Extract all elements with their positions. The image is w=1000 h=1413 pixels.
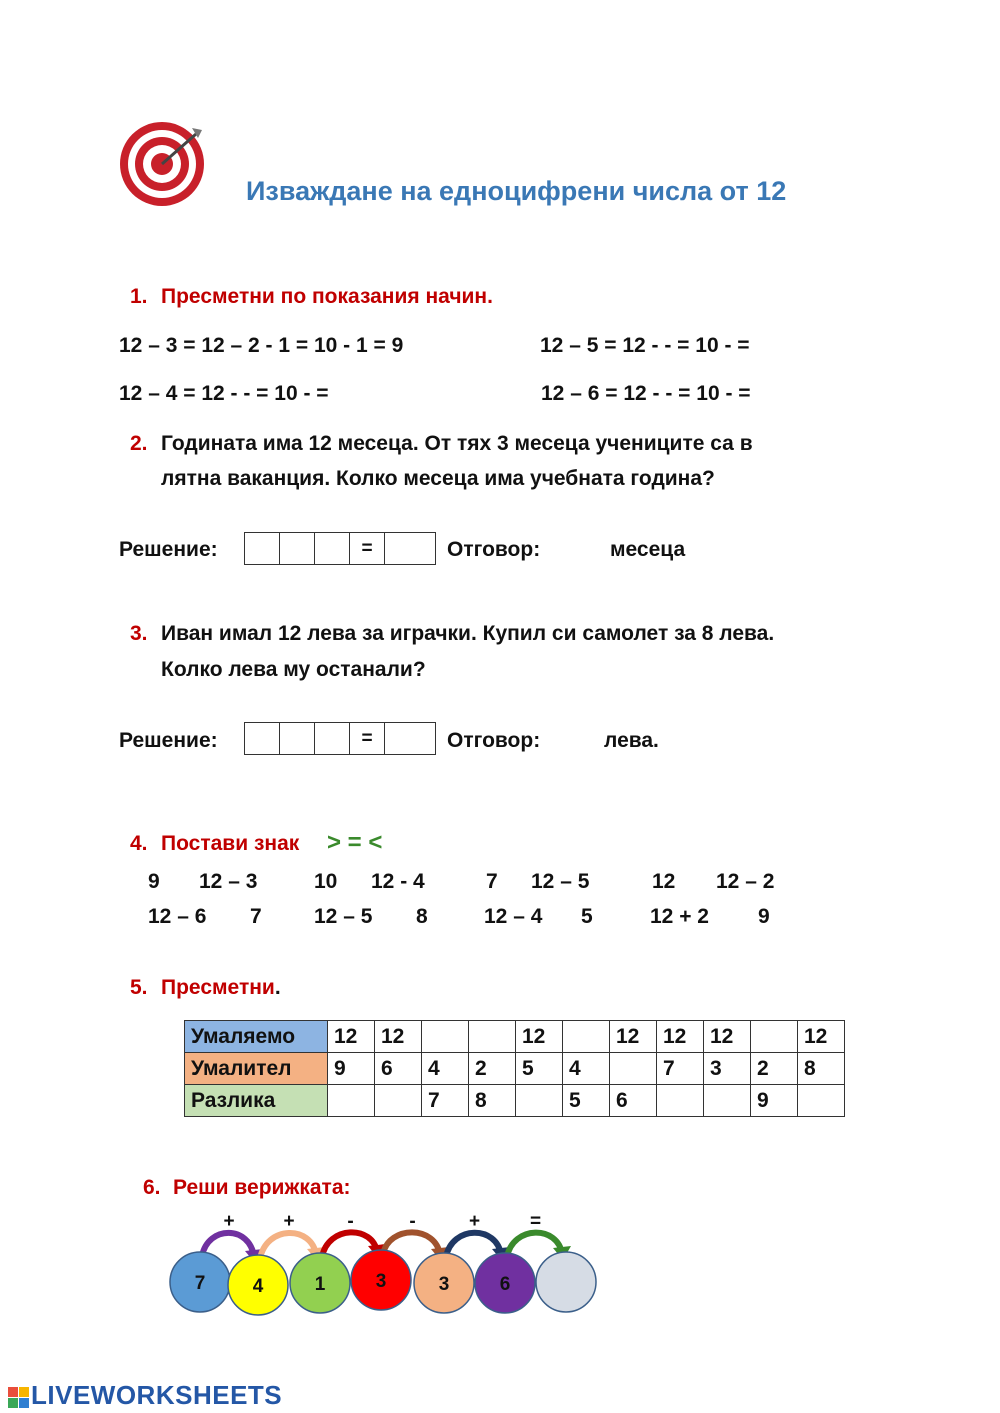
table-cell[interactable] [798,1085,845,1117]
q2-answer-unit: месеца [610,538,686,561]
question-2-text-line2: лятна ваканция. Колко месеца има учебната година? [161,467,715,490]
chain-number: 4 [252,1276,264,1297]
chain-arrow [507,1233,562,1257]
question-2-number: 2. [130,432,148,455]
q4-r2-a: 12 – 6 [148,905,207,928]
q4-r1-f: 12 – 5 [531,870,590,893]
chain-number: 7 [194,1273,206,1294]
table-cell[interactable] [469,1021,516,1053]
q3-box-result[interactable] [385,723,420,754]
q3-solution-label: Решение: [119,729,218,752]
table-cell: 12 [516,1021,563,1053]
chain-operator: + [223,1211,235,1232]
q2-solution-label: Решение: [119,538,218,561]
question-6-text: Реши верижката: [173,1176,351,1199]
number-chain [160,1205,620,1320]
q1-line-3[interactable]: 12 – 4 = 12 - - = 10 - = [119,382,329,405]
q4-r1-g: 12 [652,870,676,893]
table-row [185,1021,845,1053]
table-cell: 12 [610,1021,657,1053]
q3-solution-boxes [244,722,436,755]
table-cell: 12 [328,1021,375,1053]
liveworksheets-brand [8,1380,282,1411]
table-cell: 8 [469,1085,516,1117]
table-cell: 5 [516,1053,563,1085]
table-cell: 8 [798,1053,845,1085]
chain-circle[interactable] [536,1252,596,1312]
q4-r2-c: 12 – 5 [314,905,373,928]
chain-arrow [446,1233,501,1257]
question-5-text: Пресметни. [161,976,281,999]
table-cell: 2 [469,1053,516,1085]
table-cell: 2 [751,1053,798,1085]
chain-operator: - [409,1211,416,1232]
chain-operator: + [283,1211,295,1232]
q4-signs: > = < [327,829,383,856]
chain-number: 6 [499,1274,511,1295]
question-1-number: 1. [130,285,148,308]
brand-text: LIVEWORKSHEETS [31,1380,283,1410]
table-cell: 12 [704,1021,751,1053]
chain-operator: = [529,1211,542,1232]
q4-r1-h: 12 – 2 [716,870,775,893]
table-cell[interactable] [516,1085,563,1117]
q2-answer-input[interactable] [555,534,603,564]
q2-box-result[interactable] [385,533,420,564]
q2-solution-boxes [244,532,436,565]
chain-number: 3 [375,1271,387,1292]
table-cell[interactable] [328,1085,375,1117]
q2-box-3[interactable] [315,533,350,564]
table-cell: 4 [563,1053,610,1085]
q4-r2-h: 9 [758,905,770,928]
question-3-text-line2: Колко лева му останали? [161,658,426,681]
q2-box-2[interactable] [280,533,315,564]
row-header: Умалител [185,1053,328,1085]
table-cell[interactable] [751,1021,798,1053]
q3-box-2[interactable] [280,723,315,754]
table-cell[interactable] [375,1085,422,1117]
table-cell[interactable] [657,1085,704,1117]
question-3-text-line1: Иван имал 12 лева за играчки. Купил си самолет за 8 лева. [161,622,775,645]
chain-number: 1 [314,1274,326,1295]
q4-r2-e: 12 – 4 [484,905,543,928]
table-cell[interactable] [422,1021,469,1053]
table-cell: 12 [375,1021,422,1053]
table-cell[interactable] [610,1053,657,1085]
table-cell: 7 [422,1085,469,1117]
liveworksheets-logo-icon [8,1387,29,1408]
q3-box-3[interactable] [315,723,350,754]
q1-line-1: 12 – 3 = 12 – 2 - 1 = 10 - 1 = 9 [119,334,404,357]
q4-r2-f: 5 [581,905,593,928]
page-title: Изваждане на едноцифрени числа от 12 [246,176,787,206]
q4-r1-b: 12 – 3 [199,870,258,893]
table-cell: 12 [657,1021,704,1053]
table-cell: 9 [328,1053,375,1085]
q1-line-2[interactable]: 12 – 5 = 12 - - = 10 - = [540,334,750,357]
q4-r2-d: 8 [416,905,428,928]
question-4-number: 4. [130,832,148,855]
q4-r2-g: 12 + 2 [650,905,709,928]
table-cell: 3 [704,1053,751,1085]
q2-answer-label: Отговор: [447,538,541,561]
table-cell: 12 [798,1021,845,1053]
chain-operator: - [347,1211,354,1232]
target-icon [118,120,208,208]
table-cell: 4 [422,1053,469,1085]
q4-r1-c: 10 [314,870,338,893]
q3-answer-unit: лева. [604,729,659,752]
table-cell: 7 [657,1053,704,1085]
table-cell: 5 [563,1085,610,1117]
q1-line-4[interactable]: 12 – 6 = 12 - - = 10 - = [541,382,751,405]
table-row [185,1085,845,1117]
q2-box-1[interactable] [245,533,280,564]
q2-equals: = [350,533,385,564]
table-cell: 6 [610,1085,657,1117]
q3-box-1[interactable] [245,723,280,754]
question-1-text: Пресметни по показания начин. [161,285,493,308]
question-5-number: 5. [130,976,148,999]
q3-answer-input[interactable] [555,725,600,755]
question-3-number: 3. [130,622,148,645]
table-cell[interactable] [704,1085,751,1117]
subtraction-table [184,1020,845,1117]
q4-r1-e: 7 [486,870,498,893]
q4-r1-a: 9 [148,870,160,893]
table-cell[interactable] [563,1021,610,1053]
question-6-number: 6. [143,1176,161,1199]
chain-number: 3 [438,1274,450,1295]
row-header: Разлика [185,1085,328,1117]
q3-answer-label: Отговор: [447,729,541,752]
table-row [185,1053,845,1085]
question-2-text-line1: Годината има 12 месеца. От тях 3 месеца учениците са в [161,432,753,455]
chain-operator: + [468,1211,481,1232]
table-cell: 9 [751,1085,798,1117]
q3-equals: = [350,723,385,754]
q4-r2-b: 7 [250,905,262,928]
question-4-text: Постави знак [161,832,300,855]
row-header: Умаляемо [185,1021,328,1053]
table-cell: 6 [375,1053,422,1085]
q4-r1-d: 12 - 4 [371,870,425,893]
